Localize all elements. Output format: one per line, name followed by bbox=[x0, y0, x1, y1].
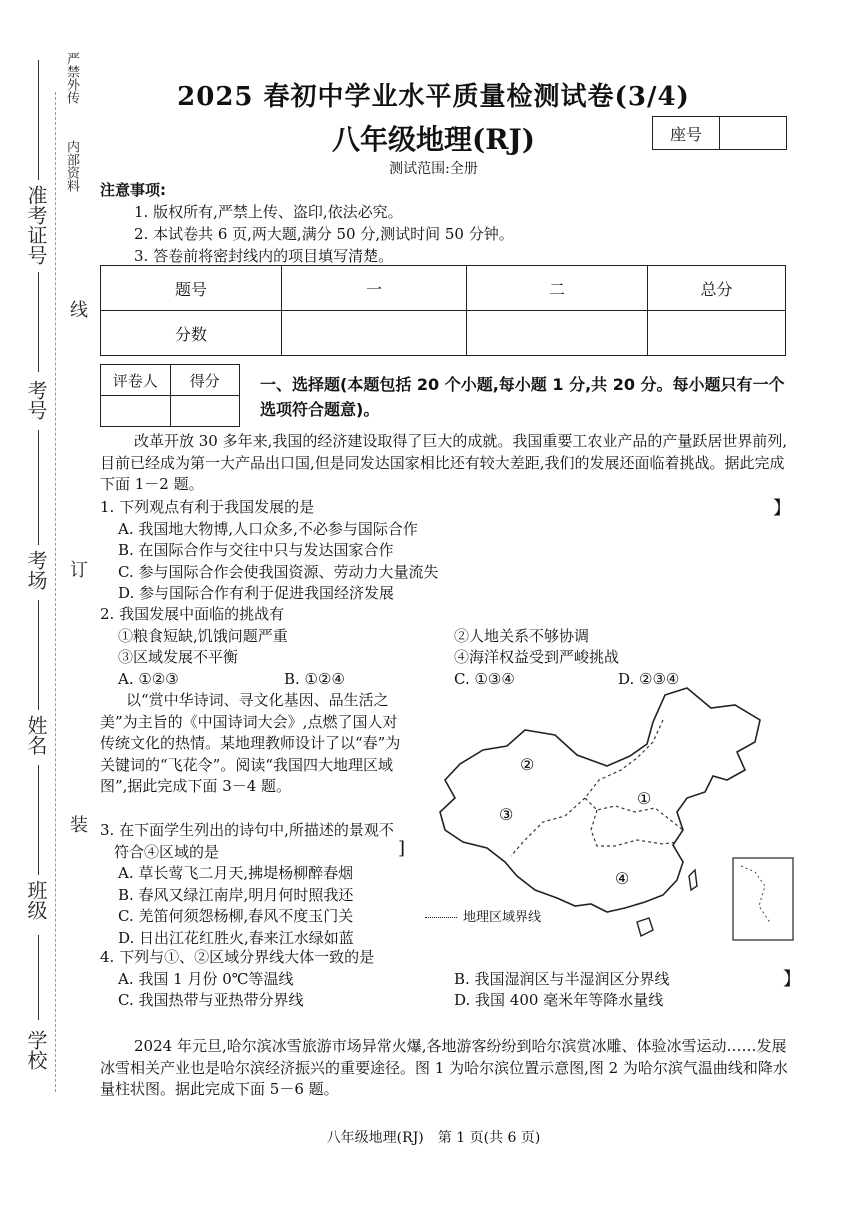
score-row-label: 分数 bbox=[101, 311, 282, 356]
region-label: ④ bbox=[615, 869, 630, 888]
option-a[interactable]: A. 我国 1 月份 0℃等温线 bbox=[118, 969, 294, 988]
region-boundary-north bbox=[585, 720, 683, 830]
seat-number-field[interactable] bbox=[720, 117, 786, 149]
score-header: 题号 bbox=[101, 266, 282, 311]
statement-item: ③区域发展不平衡 bbox=[118, 648, 239, 666]
exam-no-label: 考号 bbox=[24, 380, 48, 420]
grader-table bbox=[100, 364, 240, 427]
score-table bbox=[100, 265, 786, 356]
score-header: 一 bbox=[282, 266, 467, 311]
stamp-no-leak: 严禁外传 bbox=[64, 52, 79, 104]
exam-id-label: 准考证号 bbox=[24, 185, 48, 265]
notes bbox=[100, 179, 514, 267]
option-b[interactable]: B. 在国际合作与交往中只与发达国家合作 bbox=[118, 541, 394, 559]
south-sea-dashes bbox=[741, 866, 771, 924]
region-label: ③ bbox=[499, 805, 514, 824]
option-b[interactable]: B. ①②④ bbox=[284, 669, 345, 688]
statement-item: ②人地关系不够协调 bbox=[454, 626, 590, 645]
taiwan-island bbox=[689, 870, 697, 890]
question-stem: 4. 下列与①、②区域分界线大体一致的是 bbox=[100, 948, 375, 966]
class-label: 班级 bbox=[24, 880, 48, 920]
scan-mark: ] bbox=[398, 838, 406, 859]
question-2 bbox=[100, 604, 790, 690]
class-blank[interactable] bbox=[38, 765, 39, 875]
seat-number-box bbox=[652, 116, 787, 150]
option-b[interactable]: B. 我国湿润区与半湿润区分界线 bbox=[454, 969, 670, 988]
seal-mark-line: 线 bbox=[67, 300, 88, 318]
question-3 bbox=[100, 820, 406, 949]
passage-2: 以“赏中华诗词、寻文化基因、品生活之美”为主旨的《中国诗词大会》,点燃了国人对传统文化的热情。某地理教师设计了以“春”为关键词的“飞花令”。阅读“我国四大地理区域图”,据此完成下面 3－4 题。 bbox=[100, 691, 401, 795]
passage-3: 2024 年元旦,哈尔滨冰雪旅游市场异常火爆,各地游客纷纷到哈尔滨赏冰雕、体验冰雪运动……发展冰雪相关产业也是哈尔滨经济振兴的重要途径。图 1 为哈尔滨位置示意图,图 2 为哈尔滨气温曲线和降水量柱状图。据此完成下面 5－6 题。 bbox=[100, 1037, 788, 1098]
statement-item: ①粮食短缺,饥饿问题严重 bbox=[118, 626, 288, 645]
scan-mark: 】 bbox=[773, 498, 791, 519]
map-legend bbox=[425, 906, 541, 925]
option-c[interactable]: C. ①③④ bbox=[454, 669, 515, 688]
question-stem: 2. 我国发展中面临的挑战有 bbox=[100, 605, 285, 623]
option-d[interactable]: D. 日出江花红胜火,春来江水绿如蓝 bbox=[118, 928, 354, 947]
south-sea-inset bbox=[733, 858, 793, 940]
region-boundary-south bbox=[591, 810, 677, 846]
note-item: 2. 本试卷共 6 页,两大题,满分 50 分,测试时间 50 分钟。 bbox=[134, 225, 514, 243]
seal-line bbox=[55, 92, 57, 1092]
option-d[interactable]: D. 我国 400 毫米年等降水量线 bbox=[454, 991, 664, 1009]
score-cell[interactable] bbox=[648, 311, 786, 356]
score-cell[interactable] bbox=[282, 311, 467, 356]
score-header: 二 bbox=[467, 266, 648, 311]
name-label: 姓名 bbox=[24, 715, 48, 755]
legend-label: 地理区域界线 bbox=[463, 910, 542, 925]
statement-item: ④海洋权益受到严峻挑战 bbox=[454, 648, 620, 666]
option-b[interactable]: B. 春风又绿江南岸,明月何时照我还 bbox=[118, 885, 354, 904]
region-label: ① bbox=[637, 789, 652, 808]
name-blank[interactable] bbox=[38, 600, 39, 710]
grader-header: 评卷人 bbox=[101, 365, 171, 396]
region-label: ② bbox=[520, 755, 535, 774]
seal-mark-bind: 装 bbox=[67, 815, 88, 833]
school-label: 学校 bbox=[24, 1030, 48, 1070]
page-footer: 八年级地理(RJ) 第 1 页(共 6 页) bbox=[326, 1130, 541, 1146]
grader-header: 得分 bbox=[170, 365, 240, 396]
option-c[interactable]: C. 羌笛何须怨杨柳,春风不度玉门关 bbox=[118, 907, 354, 925]
stamp-internal: 内部资料 bbox=[64, 140, 79, 192]
grader-cell[interactable] bbox=[170, 396, 240, 427]
hainan-island bbox=[637, 918, 653, 936]
china-outline bbox=[440, 688, 760, 912]
section-heading: 一、选择题(本题包括 20 个小题,每小题 1 分,共 20 分。每小题只有一个选项符合题意)。 bbox=[260, 375, 785, 419]
page-subtitle: 八年级地理(RJ) bbox=[331, 123, 535, 156]
scan-mark: 】 bbox=[783, 969, 801, 990]
question-stem: 3. 在下面学生列出的诗句中,所描述的景观不符合④区域的是 bbox=[100, 821, 394, 861]
score-header: 总分 bbox=[648, 266, 786, 311]
option-a[interactable]: A. ①②③ bbox=[118, 669, 179, 688]
exam-no-blank[interactable] bbox=[38, 272, 39, 372]
notes-heading: 注意事项: bbox=[100, 181, 166, 199]
room-label: 考场 bbox=[24, 550, 48, 590]
room-blank[interactable] bbox=[38, 430, 39, 545]
option-d[interactable]: D. ②③④ bbox=[618, 669, 680, 688]
test-scope: 测试范围:全册 bbox=[389, 161, 478, 177]
option-a[interactable]: A. 草长莺飞二月天,拂堤杨柳醉春烟 bbox=[118, 864, 354, 882]
option-d[interactable]: D. 参与国际合作有利于促进我国经济发展 bbox=[118, 584, 395, 602]
seal-mark-order: 订 bbox=[67, 560, 88, 578]
seat-number-label: 座号 bbox=[653, 117, 720, 149]
question-stem: 1. 下列观点有利于我国发展的是 bbox=[100, 498, 315, 516]
grader-cell[interactable] bbox=[101, 396, 171, 427]
page-title: 2025 春初中学业水平质量检测试卷(3/4) bbox=[177, 82, 690, 112]
region-boundary-qinghai bbox=[511, 798, 585, 856]
note-item: 3. 答卷前将密封线内的项目填写清楚。 bbox=[134, 247, 394, 265]
legend-boundary-swatch bbox=[425, 917, 457, 918]
school-blank[interactable] bbox=[38, 935, 39, 1020]
option-c[interactable]: C. 我国热带与亚热带分界线 bbox=[118, 991, 304, 1009]
score-cell[interactable] bbox=[467, 311, 648, 356]
option-a[interactable]: A. 我国地大物博,人口众多,不必参与国际合作 bbox=[118, 519, 418, 538]
option-c[interactable]: C. 参与国际合作会使我国资源、劳动力大量流失 bbox=[118, 562, 439, 581]
question-1 bbox=[100, 497, 790, 605]
passage-1: 改革开放 30 多年来,我国的经济建设取得了巨大的成就。我国重要工农业产品的产量跃居世界前列,目前已经成为第一大产品出口国,但是同发达国家相比还有较大差距,我们的发展还面临着挑战。据此完成下面 1－2 题。 bbox=[100, 432, 788, 493]
note-item: 1. 版权所有,严禁上传、盗印,依法必究。 bbox=[134, 203, 403, 221]
question-4 bbox=[100, 947, 790, 1012]
